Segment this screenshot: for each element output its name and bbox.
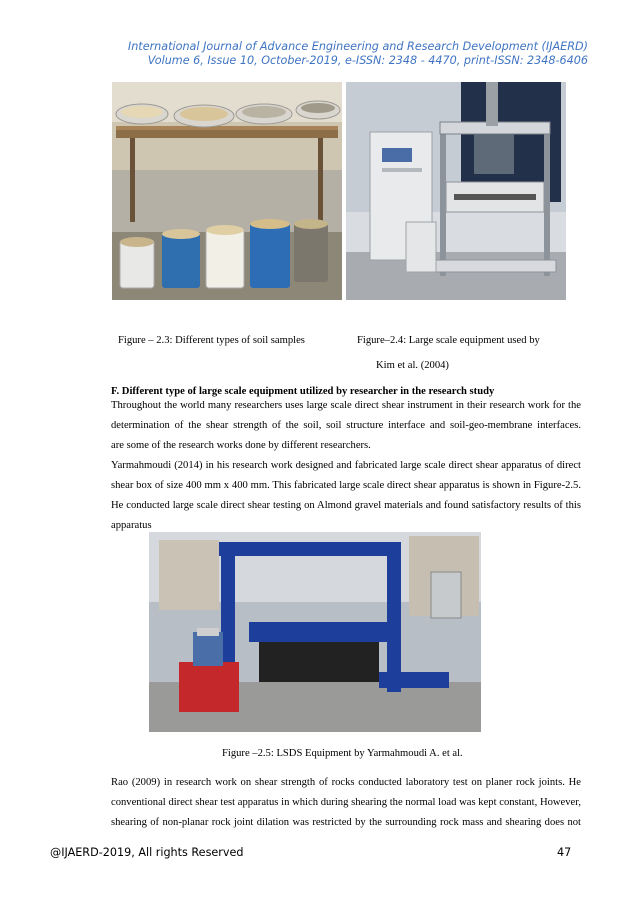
- lsds-equipment-illustration: [149, 532, 481, 732]
- paragraph-line: Yarmahmoudi (2014) in his research work designed and fabricated large scale direct shear apparatus of direct: [111, 460, 581, 471]
- figure-2-4-caption: Figure–2.4: Large scale equipment used by: [357, 335, 540, 346]
- footer-copyright: @IJAERD-2019, All rights Reserved: [50, 846, 244, 859]
- paragraph-line: are some of the research works done by different researchers.: [111, 440, 371, 451]
- lsds-equipment-photo: [149, 532, 481, 732]
- figure-2-5-caption: Figure –2.5: LSDS Equipment by Yarmahmoudi A. et al.: [222, 748, 463, 759]
- journal-title: International Journal of Advance Engineering and Research Development (IJAERD): [127, 40, 588, 53]
- large-scale-equipment-photo: [346, 82, 566, 300]
- soil-samples-photo: [112, 82, 342, 300]
- large-scale-equipment-illustration: [346, 82, 566, 300]
- paragraph-line: He conducted large scale direct shear testing on Almond gravel materials and found satisfactory results of this: [111, 500, 581, 511]
- paragraph-line: conventional direct shear test apparatus in which during shearing the normal load was kept constant, However,: [111, 797, 581, 808]
- paragraph-researchers: [111, 396, 581, 456]
- paragraph-line: shear box of size 400 mm x 400 mm. This fabricated large scale direct shear apparatus is shown in Figure-2.5.: [111, 480, 581, 491]
- figure-2-4-caption-line2: Kim et al. (2004): [376, 360, 449, 371]
- paragraph-rao: [111, 773, 581, 833]
- paragraph-line: shearing of non-planar rock joint dilation was restricted by the surrounding rock mass and shearing does not: [111, 817, 581, 828]
- section-heading: F. Different type of large scale equipment utilized by researcher in the research study: [111, 386, 495, 397]
- paragraph-line: apparatus: [111, 520, 152, 531]
- paragraph-line: Throughout the world many researchers uses large scale direct shear instrument in their research work for the: [111, 400, 581, 411]
- page-number: 47: [557, 846, 572, 859]
- paragraph-yarmahmoudi: [111, 456, 581, 536]
- paragraph-line: Rao (2009) in research work on shear strength of rocks conducted laboratory test on planer rock joints. He: [111, 777, 581, 788]
- journal-issue-info: Volume 6, Issue 10, October-2019, e-ISSN: 2348 - 4470, print-ISSN: 2348-6406: [147, 54, 588, 67]
- figure-2-3-caption: Figure – 2.3: Different types of soil samples: [118, 335, 305, 346]
- paragraph-line: determination of the shear strength of the soil, soil structure interface and soil-geo-membrane interfaces.: [111, 420, 581, 431]
- soil-samples-illustration: [112, 82, 342, 300]
